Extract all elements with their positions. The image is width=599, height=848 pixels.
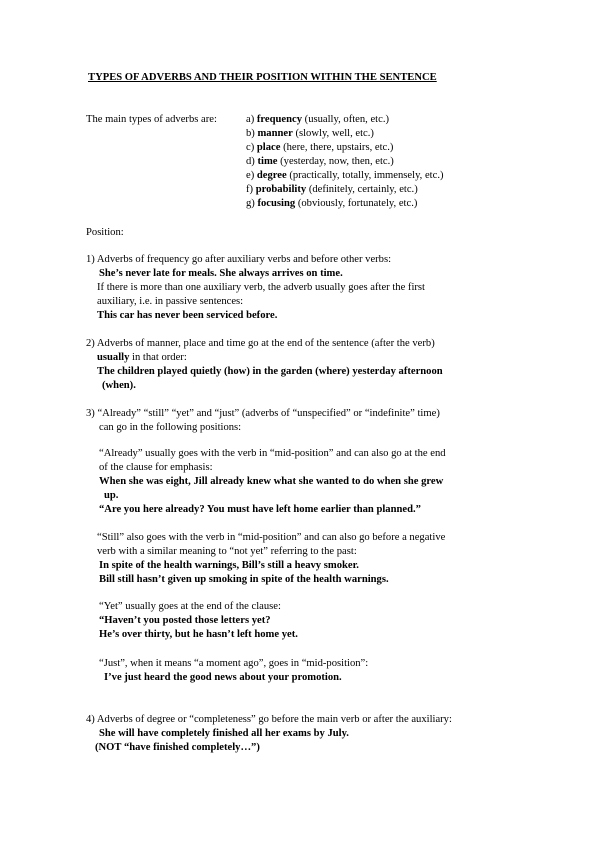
still-example1: In spite of the health warnings, Bill’s still a heavy smoker. bbox=[99, 560, 359, 571]
already-example1-line1: When she was eight, Jill already knew what she wanted to do when she grew bbox=[99, 476, 444, 487]
type-item-probability: f) probability (definitely, certainly, etc.) bbox=[246, 184, 418, 195]
type-item-focusing: g) focusing (obviously, fortunately, etc.) bbox=[246, 198, 418, 209]
type-item-place: c) place (here, there, upstairs, etc.) bbox=[246, 142, 394, 153]
section1-note-line2: auxiliary, i.e. in passive sentences: bbox=[97, 296, 244, 307]
still-note-line2: verb with a similar meaning to “not yet” referring to the past: bbox=[97, 546, 357, 557]
just-example: I’ve just heard the good news about your promotion. bbox=[104, 672, 342, 683]
section4-example1: She will have completely finished all her exams by July. bbox=[99, 728, 349, 739]
type-item-manner: b) manner (slowly, well, etc.) bbox=[246, 128, 374, 139]
still-note-line1: “Still” also goes with the verb in “mid-position” and can also go before a negative bbox=[97, 532, 446, 543]
already-example2: “Are you here already? You must have left home earlier than planned.” bbox=[99, 504, 421, 515]
yet-note: “Yet” usually goes at the end of the clause: bbox=[99, 601, 281, 612]
section3-rule-line1: 3) “Already” “still” “yet” and “just” (adverbs of “unspecified” or “indefinite” time) bbox=[86, 408, 440, 419]
intro-text: The main types of adverbs are: bbox=[86, 114, 217, 125]
type-item-degree: e) degree (practically, totally, immensely, etc.) bbox=[246, 170, 444, 181]
section2-rule-line2: usually in that order: bbox=[97, 352, 187, 363]
section1-example2: This car has never been serviced before. bbox=[97, 310, 278, 321]
already-note-line2: of the clause for emphasis: bbox=[99, 462, 213, 473]
section1-note-line1: If there is more than one auxiliary verb, the adverb usually goes after the first bbox=[97, 282, 425, 293]
section1-rule: 1) Adverbs of frequency go after auxiliary verbs and before other verbs: bbox=[86, 254, 392, 265]
already-note-line1: “Already” usually goes with the verb in “mid-position” and can also go at the end bbox=[99, 448, 446, 459]
already-example1-line2: up. bbox=[104, 490, 119, 501]
type-item-time: d) time (yesterday, now, then, etc.) bbox=[246, 156, 394, 167]
just-note: “Just”, when it means “a moment ago”, goes in “mid-position”: bbox=[99, 658, 369, 669]
document-title: TYPES OF ADVERBS AND THEIR POSITION WITHIN THE SENTENCE bbox=[88, 72, 437, 83]
still-example2: Bill still hasn’t given up smoking in spite of the health warnings. bbox=[99, 574, 389, 585]
section2-example-line2: (when). bbox=[102, 380, 136, 391]
yet-example1: “Haven’t you posted those letters yet? bbox=[99, 615, 271, 626]
section4-example2: (NOT “have finished completely…”) bbox=[95, 742, 260, 753]
section4-rule: 4) Adverbs of degree or “completeness” go before the main verb or after the auxiliary: bbox=[86, 714, 452, 725]
yet-example2: He’s over thirty, but he hasn’t left home yet. bbox=[99, 629, 298, 640]
position-heading: Position: bbox=[86, 227, 124, 238]
section3-rule-line2: can go in the following positions: bbox=[99, 422, 242, 433]
section1-example1: She’s never late for meals. She always arrives on time. bbox=[99, 268, 343, 279]
section2-example-line1: The children played quietly (how) in the garden (where) yesterday afternoon bbox=[97, 366, 443, 377]
type-item-frequency: a) frequency (usually, often, etc.) bbox=[246, 114, 389, 125]
section2-rule: 2) Adverbs of manner, place and time go at the end of the sentence (after the verb) bbox=[86, 338, 435, 349]
